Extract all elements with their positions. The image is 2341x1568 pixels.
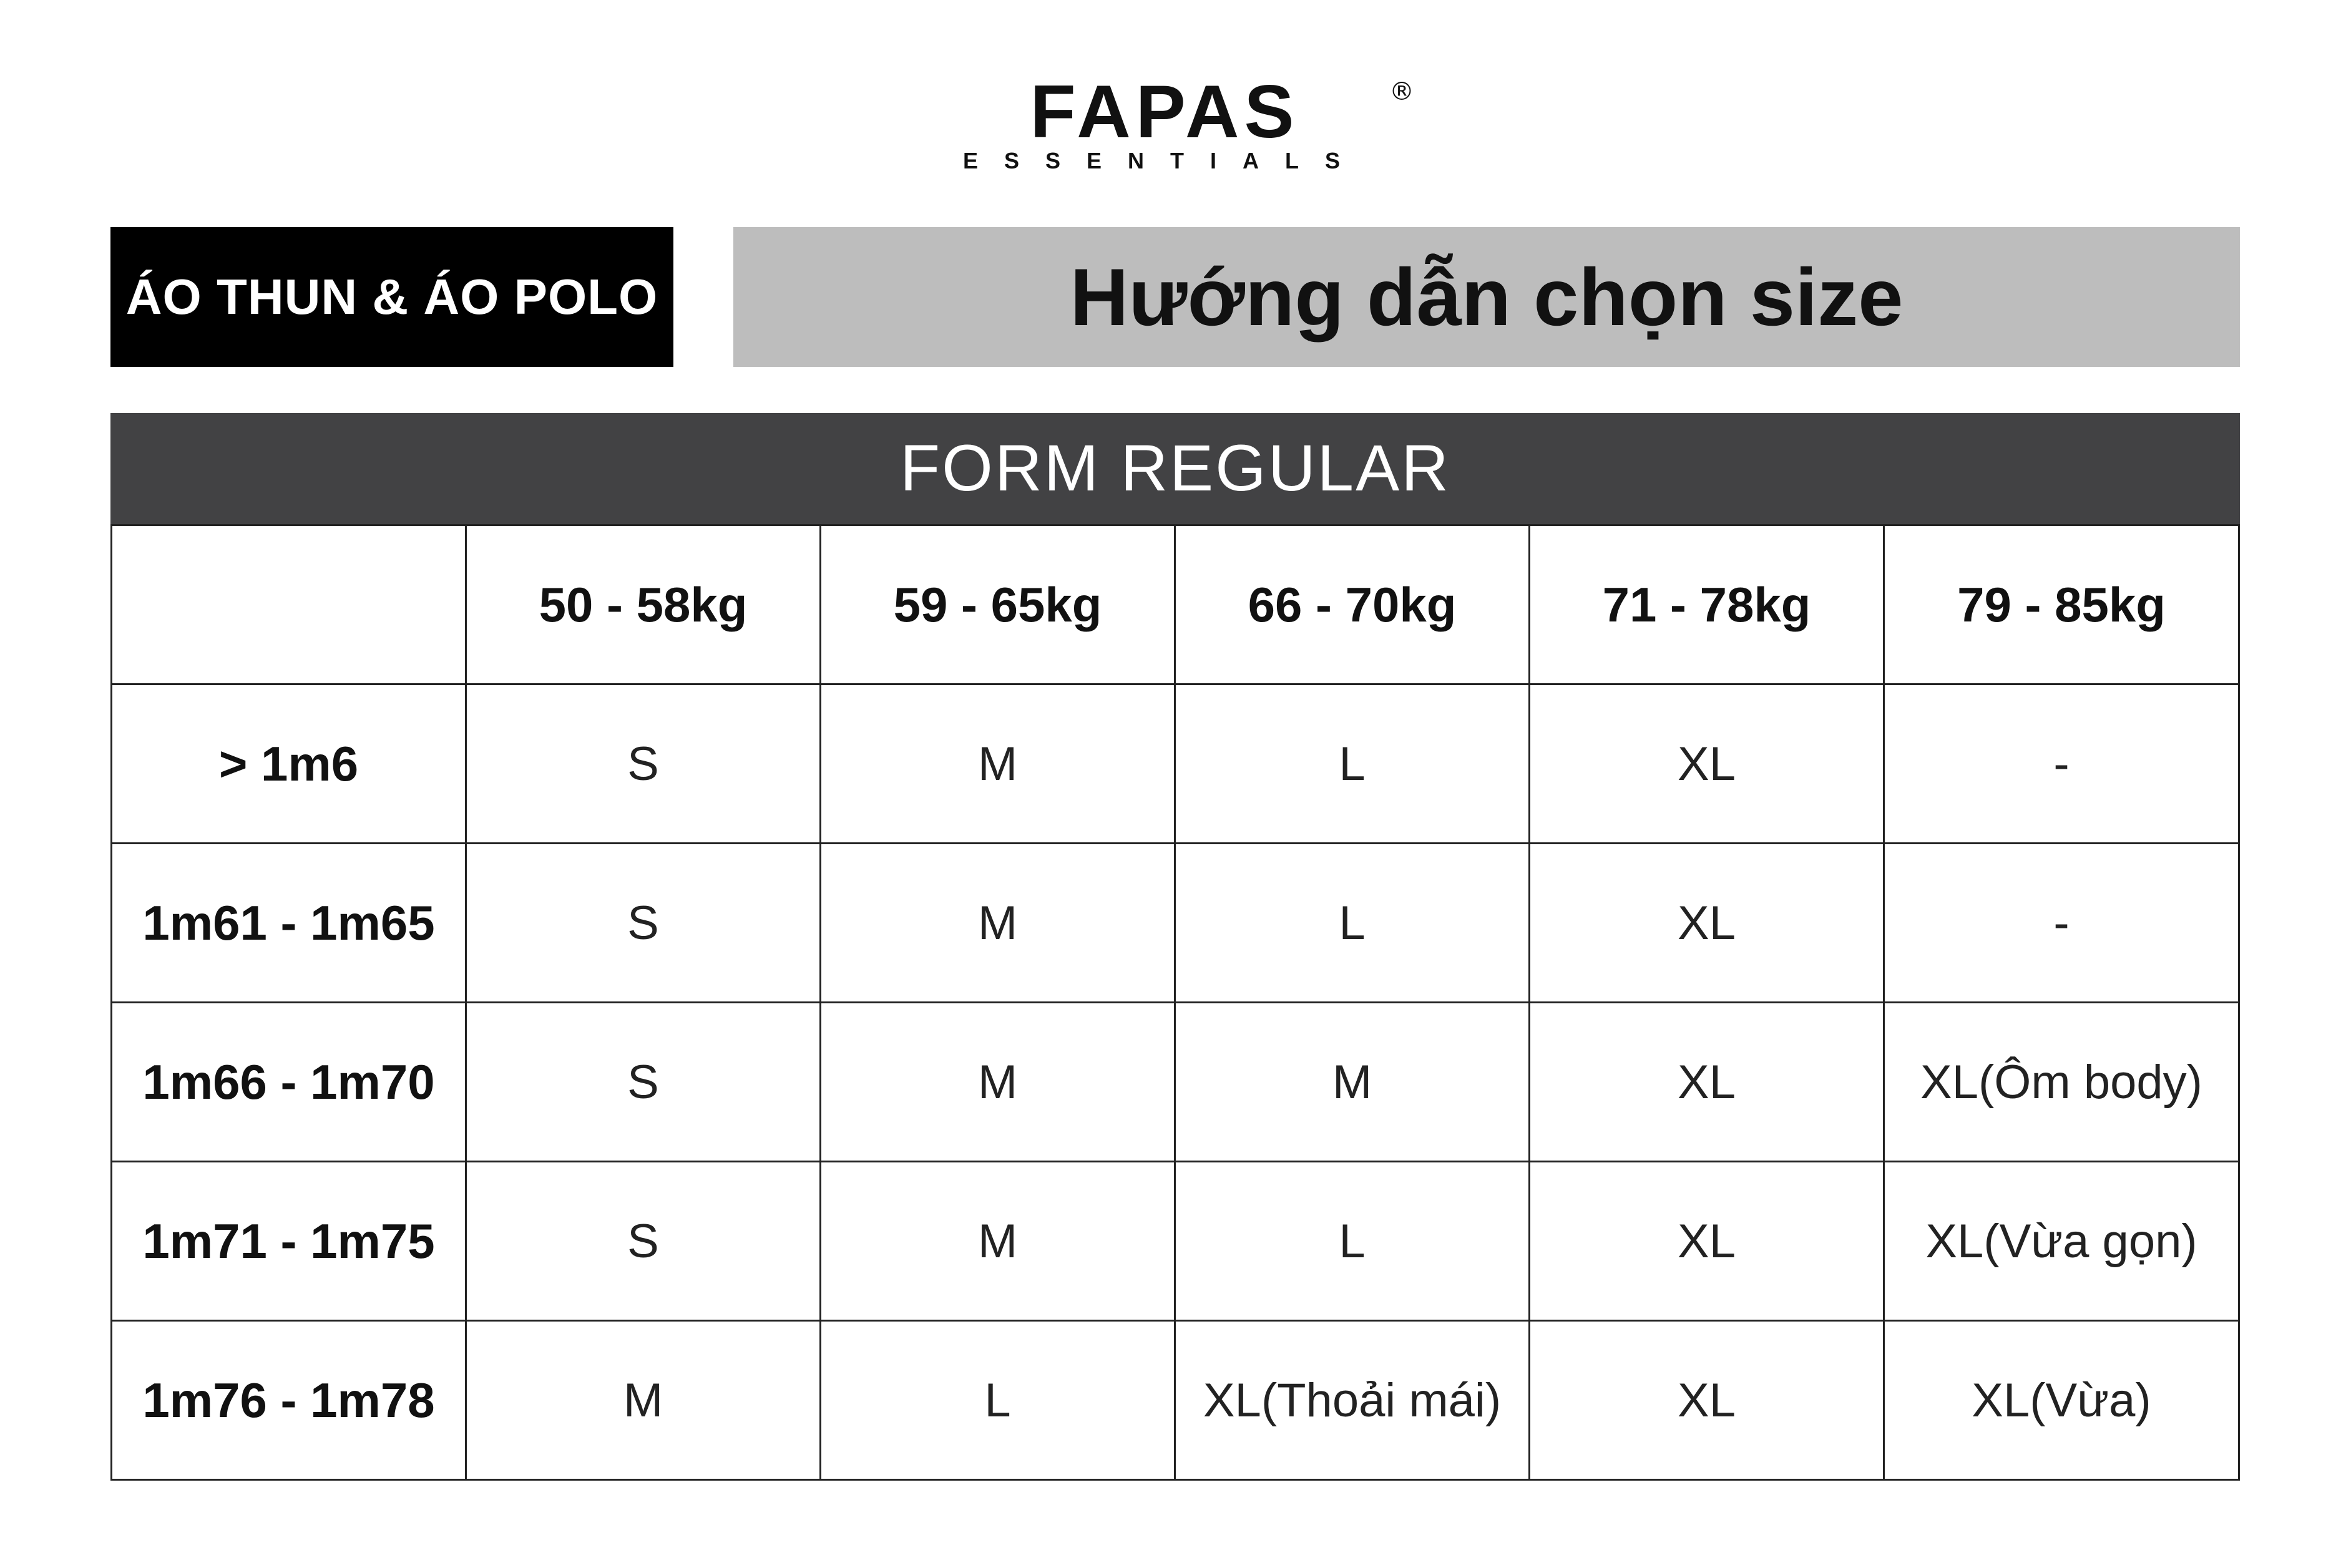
height-row-header: > 1m6 <box>112 684 466 844</box>
brand-logo <box>0 75 2341 181</box>
size-cell: M <box>821 684 1175 844</box>
size-cell: XL <box>1530 684 1884 844</box>
corner-cell <box>112 525 466 684</box>
size-cell: S <box>466 844 821 1003</box>
page-title: Hướng dẫn chọn size <box>1070 251 1904 343</box>
table-row <box>112 1003 2239 1162</box>
size-cell: XL <box>1530 1003 1884 1162</box>
weight-column-header: 66 - 70kg <box>1175 525 1530 684</box>
size-cell: L <box>1175 844 1530 1003</box>
size-cell: L <box>1175 684 1530 844</box>
size-cell: XL <box>1530 844 1884 1003</box>
size-cell: - <box>1884 684 2239 844</box>
size-table-grid <box>110 524 2240 1481</box>
weight-column-header: 50 - 58kg <box>466 525 821 684</box>
height-row-header: 1m61 - 1m65 <box>112 844 466 1003</box>
size-cell: M <box>821 1003 1175 1162</box>
size-cell: M <box>821 1162 1175 1321</box>
size-cell: L <box>1175 1162 1530 1321</box>
size-cell: XL(Thoải mái) <box>1175 1321 1530 1480</box>
size-cell: XL(Vừa gọn) <box>1884 1162 2239 1321</box>
weight-column-header: 59 - 65kg <box>821 525 1175 684</box>
form-header <box>110 413 2240 524</box>
form-label: FORM REGULAR <box>900 432 1450 505</box>
size-cell: M <box>821 844 1175 1003</box>
size-cell: S <box>466 1003 821 1162</box>
size-cell: M <box>1175 1003 1530 1162</box>
registered-mark: ® <box>1389 77 1414 106</box>
size-cell: L <box>821 1321 1175 1480</box>
size-cell: S <box>466 1162 821 1321</box>
fapas-logo-mark <box>921 75 1420 181</box>
table-row <box>112 1162 2239 1321</box>
logo-tagline: ESSENTIALS <box>962 148 1366 173</box>
size-cell: XL <box>1530 1162 1884 1321</box>
size-cell: XL <box>1530 1321 1884 1480</box>
height-row-header: 1m66 - 1m70 <box>112 1003 466 1162</box>
height-row-header: 1m71 - 1m75 <box>112 1162 466 1321</box>
size-cell: M <box>466 1321 821 1480</box>
size-cell: XL(Ôm body) <box>1884 1003 2239 1162</box>
category-label <box>110 227 673 367</box>
size-cell: - <box>1884 844 2239 1003</box>
table-row <box>112 684 2239 844</box>
size-chart-table <box>110 413 2240 1481</box>
weight-column-header: 79 - 85kg <box>1884 525 2239 684</box>
category-label-text: ÁO THUN & ÁO POLO <box>125 269 658 324</box>
table-row <box>112 1321 2239 1480</box>
weight-column-header: 71 - 78kg <box>1530 525 1884 684</box>
table-header-row <box>112 525 2239 684</box>
size-cell: S <box>466 684 821 844</box>
size-cell: XL(Vừa) <box>1884 1321 2239 1480</box>
table-row <box>112 844 2239 1003</box>
height-row-header: 1m76 - 1m78 <box>112 1321 466 1480</box>
page-title-banner <box>733 227 2240 367</box>
logo-text: FAPAS <box>1029 75 1299 153</box>
